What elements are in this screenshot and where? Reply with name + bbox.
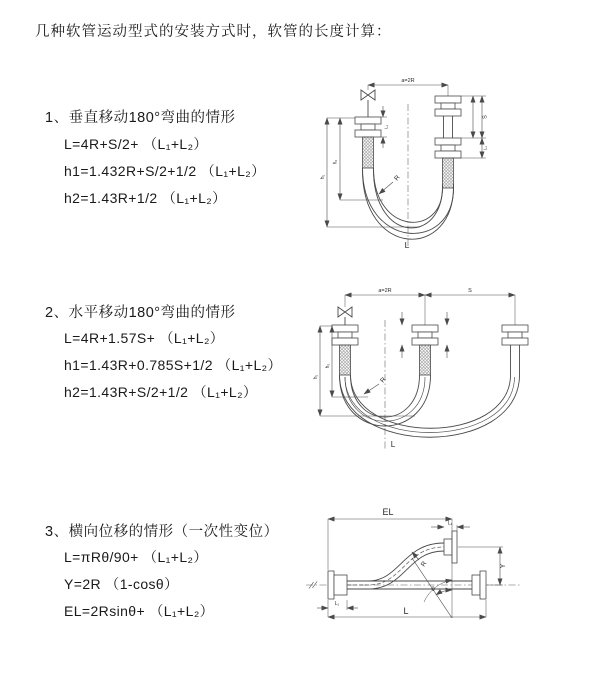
dim-label-r: R [379, 376, 388, 385]
dimension-l1-top [431, 521, 470, 532]
section-2-heading: 2、水平移动180°弯曲的情形 [45, 305, 236, 321]
dim-label-span: a=2R [401, 78, 415, 84]
braid-section [340, 345, 351, 375]
braid-section [443, 158, 454, 188]
dimension-l1-left [381, 106, 389, 148]
dim-label-s: S [482, 115, 489, 119]
radius-leader [364, 376, 388, 394]
flange-fitting [332, 325, 358, 345]
dim-label-theta: θ [431, 587, 435, 593]
formula-line: Y=2R （1-cosθ） [64, 576, 179, 592]
dimension-l1-bottom [317, 600, 358, 610]
dim-label-h1: h₁ [313, 374, 319, 380]
dim-label-h1: h₁ [320, 174, 326, 180]
dim-label-y: Y [500, 563, 507, 569]
braid-section [420, 345, 431, 375]
dim-label-l: L [403, 606, 409, 616]
flange-fitting [444, 531, 457, 563]
dim-label-l1: L₁ [334, 601, 340, 607]
dimension-h [313, 326, 415, 416]
formula-line: h2=1.43R+1/2 （L₁+L₂） [64, 190, 227, 206]
flange-fitting [412, 325, 438, 345]
hose-curves [340, 375, 520, 437]
valve-icon [338, 307, 352, 325]
formula-line: L=4R+S/2+ （L₁+L₂） [64, 136, 208, 152]
dim-label-span: a=2R [378, 288, 392, 294]
dim-label-l1: L₁ [383, 124, 389, 130]
dim-label-r: R [419, 560, 429, 569]
dimension-el [328, 507, 452, 618]
dim-label-l1: L₁ [482, 145, 488, 151]
dimension-s [454, 96, 489, 158]
flange-fitting [502, 325, 528, 375]
formula-line: L=4R+1.57S+ （L₁+L₂） [64, 330, 225, 346]
dim-label-h2: h₂ [332, 159, 339, 165]
radius-leader [379, 174, 402, 194]
formula-line: EL=2Rsinθ+ （L₁+L₂） [64, 603, 215, 619]
dim-label-r: R [393, 174, 402, 183]
dim-label-l: L [390, 440, 396, 449]
page-title: 几种软管运动型式的安装方式时，软管的长度计算： [35, 24, 392, 40]
formula-line: h2=1.43R+S/2+1/2 （L₁+L₂） [64, 384, 258, 400]
formula-line: L=πRθ/90+ （L₁+L₂） [64, 549, 208, 565]
diagram-horizontal-180-bend [310, 282, 600, 462]
hose-curves [347, 543, 444, 589]
dim-label-el: EL [382, 507, 394, 517]
flange-fitting [328, 571, 347, 599]
dimension-l [328, 600, 486, 617]
dim-label-s: S [468, 288, 472, 294]
section-1-heading: 1、垂直移动180°弯曲的情形 [45, 110, 236, 126]
valve-icon [361, 90, 375, 117]
formula-line: h1=1.43R+0.785S+1/2 （L₁+L₂） [64, 357, 282, 373]
dim-label-l1: L₁ [447, 520, 453, 527]
diagram-vertical-180-bend [315, 72, 565, 257]
dimension-span [368, 78, 448, 96]
dim-label-l: L [404, 240, 410, 250]
braid-section [363, 137, 374, 168]
section-3-heading: 3、横向位移的情形（一次性变位） [45, 524, 279, 540]
dim-label-h2: h₂ [325, 363, 331, 369]
angle-theta [412, 558, 452, 618]
dimension-span [345, 288, 515, 325]
flange-fitting [472, 571, 486, 599]
flange-fitting [435, 96, 461, 158]
formula-line: h1=1.432R+S/2+1/2 （L₁+L₂） [64, 163, 266, 179]
diagram-lateral-displacement [300, 500, 600, 660]
flange-fitting [355, 117, 381, 137]
